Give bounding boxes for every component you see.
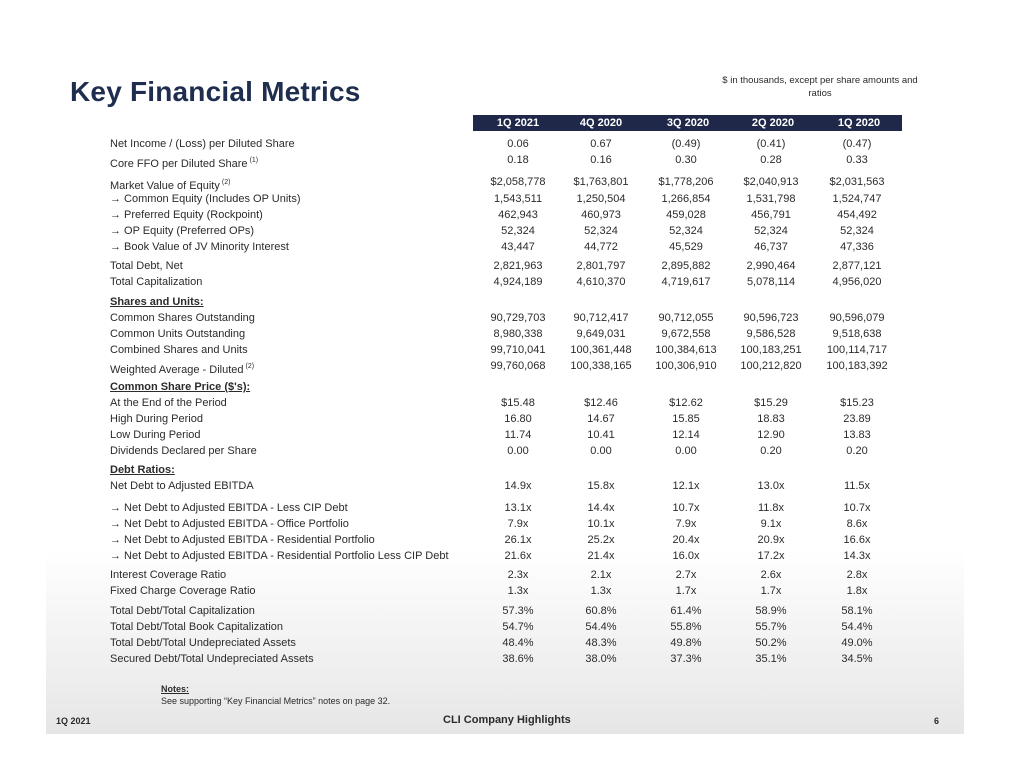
table-cell: $15.23 (840, 397, 874, 409)
table-cell: 100,338,165 (570, 360, 632, 372)
table-cell: 2.8x (846, 569, 868, 581)
table-cell: 2,895,882 (661, 260, 711, 272)
table-cell: $1,763,801 (573, 176, 629, 188)
row-label (110, 568, 226, 583)
row-label-text: Weighted Average - Diluted (110, 364, 244, 376)
row-label-text: → Net Debt to Adjusted EBITDA - Less CIP Debt (110, 502, 348, 514)
table-cell: 49.0% (841, 637, 873, 649)
table-cell: 1,266,854 (661, 193, 711, 205)
period-header-1q-2021: 1Q 2021 (496, 117, 540, 129)
table-cell: 47,336 (840, 241, 874, 253)
table-cell: 0.28 (760, 154, 782, 166)
table-cell: 8.6x (846, 518, 868, 530)
row-label (110, 327, 245, 342)
table-row (110, 275, 910, 290)
table-cell: 9,649,031 (576, 328, 626, 340)
period-header-bar (473, 115, 902, 131)
table-row (110, 192, 910, 207)
table-row (110, 359, 910, 374)
table-cell: 100,306,910 (655, 360, 717, 372)
table-row (110, 604, 910, 619)
table-cell: 454,492 (837, 209, 877, 221)
period-header-1q-2020: 1Q 2020 (837, 117, 881, 129)
row-label-text: → OP Equity (Preferred OPs) (110, 225, 255, 237)
row-label (110, 501, 348, 516)
table-cell: 9,672,558 (661, 328, 711, 340)
row-label (110, 137, 295, 152)
table-cell: 90,596,079 (829, 312, 885, 324)
table-cell: 54.7% (502, 621, 534, 633)
table-cell: 99,760,068 (490, 360, 546, 372)
table-cell: 0.00 (590, 445, 612, 457)
table-cell: 1,543,511 (493, 193, 543, 205)
table-cell: 100,114,717 (826, 344, 888, 356)
table-cell: 2.1x (590, 569, 612, 581)
row-label-text: → Net Debt to Adjusted EBITDA - Residential Portfolio Less CIP Debt (110, 550, 449, 562)
row-label (110, 444, 257, 459)
table-cell: 21.6x (504, 550, 532, 562)
table-cell: 1,250,504 (576, 193, 626, 205)
table-cell: 90,596,723 (743, 312, 799, 324)
table-cell: 9.1x (760, 518, 782, 530)
table-cell: 49.8% (670, 637, 702, 649)
table-cell: 7.9x (507, 518, 529, 530)
table-cell: 1.3x (507, 585, 529, 597)
table-row (110, 428, 910, 443)
row-label (110, 396, 227, 411)
table-cell: 1,531,798 (746, 193, 796, 205)
row-label (110, 652, 314, 667)
table-row (110, 412, 910, 427)
row-label-text: Total Debt/Total Capitalization (110, 605, 255, 617)
row-label (110, 584, 256, 599)
table-cell: 456,791 (751, 209, 791, 221)
table-cell: 57.3% (502, 605, 534, 617)
table-row (110, 343, 910, 358)
table-cell: 1.8x (846, 585, 868, 597)
table-cell: 52,324 (669, 225, 703, 237)
table-row (110, 444, 910, 459)
table-cell: 2,877,121 (832, 260, 882, 272)
table-cell: 18.83 (757, 413, 785, 425)
table-cell: 38.0% (585, 653, 617, 665)
table-cell: 61.4% (670, 605, 702, 617)
table-cell: 16.6x (843, 534, 871, 546)
section-heading (110, 380, 250, 395)
table-cell: 34.5% (841, 653, 873, 665)
footer-period: 1Q 2021 (56, 716, 91, 726)
row-label (110, 549, 449, 564)
table-cell: 54.4% (841, 621, 873, 633)
row-label (110, 412, 203, 427)
table-row (110, 380, 910, 395)
row-label-text: Combined Shares and Units (110, 344, 248, 356)
table-cell: 0.16 (590, 154, 612, 166)
row-label-text: Total Capitalization (110, 276, 203, 288)
table-cell: 45,529 (669, 241, 703, 253)
row-label-text: At the End of the Period (110, 397, 227, 409)
table-cell: $2,058,778 (490, 176, 546, 188)
table-cell: $2,040,913 (743, 176, 799, 188)
row-label (110, 479, 254, 494)
table-cell: 52,324 (754, 225, 788, 237)
page-number: 6 (934, 716, 940, 726)
table-cell: 0.30 (675, 154, 697, 166)
row-label-text: Shares and Units: (110, 296, 204, 308)
table-cell: 0.20 (846, 445, 868, 457)
table-row (110, 549, 910, 564)
table-cell: 11.74 (504, 429, 532, 441)
table-row (110, 153, 910, 168)
table-row (110, 479, 910, 494)
table-row (110, 463, 910, 478)
period-header-4q-2020: 4Q 2020 (579, 117, 623, 129)
table-cell: 20.9x (757, 534, 785, 546)
table-cell: 0.67 (590, 138, 612, 150)
table-cell: 11.8x (757, 502, 785, 514)
table-cell: 13.0x (757, 480, 785, 492)
table-cell: 2,821,963 (493, 260, 543, 272)
table-row (110, 175, 910, 190)
table-row (110, 396, 910, 411)
table-cell: 44,772 (584, 241, 618, 253)
table-cell: 10.41 (587, 429, 615, 441)
table-row (110, 620, 910, 635)
row-label (110, 259, 183, 274)
table-cell: $12.46 (584, 397, 618, 409)
row-label (110, 343, 248, 358)
section-heading (110, 463, 175, 478)
table-row (110, 568, 910, 583)
table-cell: 10.1x (587, 518, 615, 530)
row-label-text: Secured Debt/Total Undepreciated Assets (110, 653, 314, 665)
table-cell: 99,710,041 (490, 344, 546, 356)
table-cell: 48.4% (502, 637, 534, 649)
table-cell: 0.20 (760, 445, 782, 457)
period-header-2q-2020: 2Q 2020 (751, 117, 795, 129)
table-cell: 9,518,638 (832, 328, 882, 340)
row-label-text: → Common Equity (Includes OP Units) (110, 193, 301, 205)
table-cell: $1,778,206 (658, 176, 714, 188)
table-cell: 4,956,020 (832, 276, 882, 288)
table-cell: 0.00 (507, 445, 529, 457)
footnote-marker: (2) (245, 363, 255, 370)
table-cell: 462,943 (498, 209, 538, 221)
table-cell: 1.7x (760, 585, 782, 597)
table-cell: 43,447 (501, 241, 535, 253)
row-label-text: Common Units Outstanding (110, 328, 246, 340)
units-note: $ in thousands, except per share amounts and ratios (722, 75, 918, 99)
row-label-text: Core FFO per Diluted Share (110, 158, 248, 170)
row-label-text: → Book Value of JV Minority Interest (110, 241, 289, 253)
table-cell: 459,028 (666, 209, 706, 221)
table-cell: (0.47) (842, 138, 872, 150)
table-row (110, 327, 910, 342)
table-cell: 16.80 (504, 413, 532, 425)
row-label (110, 517, 349, 532)
row-label (110, 224, 254, 239)
table-cell: 2,801,797 (576, 260, 626, 272)
table-cell: 100,361,448 (570, 344, 632, 356)
table-cell: 14.4x (587, 502, 615, 514)
table-row (110, 240, 910, 255)
table-cell: 12.1x (672, 480, 700, 492)
table-cell: 7.9x (675, 518, 697, 530)
table-row (110, 501, 910, 516)
row-label-text: Low During Period (110, 429, 201, 441)
row-label (110, 620, 283, 635)
table-cell: 20.4x (672, 534, 700, 546)
table-cell: 14.9x (504, 480, 532, 492)
row-label-text: Market Value of Equity (110, 180, 220, 192)
row-label-text: Total Debt, Net (110, 260, 183, 272)
table-cell: 100,183,392 (826, 360, 888, 372)
row-label-text: Total Debt/Total Undepreciated Assets (110, 637, 296, 649)
table-cell: 4,610,370 (576, 276, 626, 288)
row-label (110, 428, 201, 443)
row-label (110, 153, 258, 172)
table-cell: $2,031,563 (829, 176, 885, 188)
table-row (110, 636, 910, 651)
table-row (110, 137, 910, 152)
notes-text: See supporting “Key Financial Metrics” notes on page 32. (161, 696, 391, 706)
table-cell: 100,212,820 (740, 360, 802, 372)
row-label-text: → Preferred Equity (Rockpoint) (110, 209, 263, 221)
table-cell: 2.7x (675, 569, 697, 581)
table-row (110, 584, 910, 599)
row-label-text: Debt Ratios: (110, 464, 175, 476)
table-row (110, 311, 910, 326)
table-cell: 5,078,114 (746, 276, 796, 288)
table-cell: 52,324 (840, 225, 874, 237)
table-cell: 10.7x (672, 502, 700, 514)
table-cell: 460,973 (581, 209, 621, 221)
table-cell: 52,324 (501, 225, 535, 237)
table-row (110, 517, 910, 532)
table-cell: 15.8x (587, 480, 615, 492)
row-label (110, 604, 255, 619)
table-row (110, 259, 910, 274)
period-header-3q-2020: 3Q 2020 (666, 117, 710, 129)
row-label-text: High During Period (110, 413, 203, 425)
table-cell: 9,586,528 (746, 328, 796, 340)
table-cell: 13.1x (504, 502, 532, 514)
row-label (110, 636, 296, 651)
table-cell: $15.29 (754, 397, 788, 409)
table-cell: 13.83 (843, 429, 871, 441)
footnote-marker: (2) (221, 179, 231, 186)
table-cell: 17.2x (757, 550, 785, 562)
row-label-text: Total Debt/Total Book Capitalization (110, 621, 284, 633)
row-label-text: Interest Coverage Ratio (110, 569, 227, 581)
table-cell: 12.90 (757, 429, 785, 441)
row-label (110, 275, 202, 290)
table-row (110, 208, 910, 223)
table-cell: 11.5x (843, 480, 871, 492)
table-cell: 90,712,417 (573, 312, 629, 324)
notes-block (161, 683, 390, 707)
notes-title: Notes: (161, 684, 190, 694)
table-row (110, 652, 910, 667)
table-cell: 0.00 (675, 445, 697, 457)
row-label-text: Dividends Declared per Share (110, 445, 257, 457)
table-cell: 37.3% (670, 653, 702, 665)
row-label (110, 192, 301, 207)
table-cell: 1.3x (590, 585, 612, 597)
table-cell: 4,719,617 (661, 276, 711, 288)
table-cell: 0.18 (507, 154, 529, 166)
table-cell: 14.67 (587, 413, 615, 425)
row-label-text: Fixed Charge Coverage Ratio (110, 585, 256, 597)
table-cell: 58.1% (841, 605, 873, 617)
row-label (110, 240, 289, 255)
table-cell: 55.8% (670, 621, 702, 633)
table-cell: 2.3x (507, 569, 529, 581)
table-cell: 55.7% (755, 621, 787, 633)
table-cell: 50.2% (755, 637, 787, 649)
table-cell: 4,924,189 (493, 276, 543, 288)
table-cell: 90,712,055 (658, 312, 714, 324)
table-cell: 35.1% (755, 653, 787, 665)
row-label-text: Common Shares Outstanding (110, 312, 255, 324)
table-cell: 1,524,747 (832, 193, 882, 205)
table-cell: 54.4% (585, 621, 617, 633)
row-label (110, 311, 255, 326)
footnote-marker: (1) (249, 157, 259, 164)
table-cell: $12.62 (669, 397, 703, 409)
table-row (110, 533, 910, 548)
table-cell: 1.7x (675, 585, 697, 597)
table-cell: 21.4x (587, 550, 615, 562)
table-cell: 25.2x (587, 534, 615, 546)
row-label (110, 208, 263, 223)
table-cell: $15.48 (501, 397, 535, 409)
table-cell: 26.1x (504, 534, 532, 546)
row-label (110, 359, 254, 378)
row-label (110, 533, 375, 548)
table-cell: 100,384,613 (655, 344, 717, 356)
row-label-text: → Net Debt to Adjusted EBITDA - Residential Portfolio (110, 534, 375, 546)
footer-title: CLI Company Highlights (443, 714, 571, 726)
row-label-text: Net Income / (Loss) per Diluted Share (110, 138, 295, 150)
row-label-text: → Net Debt to Adjusted EBITDA - Office Portfolio (110, 518, 349, 530)
table-cell: 15.85 (672, 413, 700, 425)
row-label-text: Net Debt to Adjusted EBITDA (110, 480, 254, 492)
table-cell: 2.6x (760, 569, 782, 581)
table-row (110, 295, 910, 310)
table-cell: 52,324 (584, 225, 618, 237)
table-cell: 58.9% (755, 605, 787, 617)
row-label-text: Common Share Price ($'s): (110, 381, 251, 393)
table-cell: 90,729,703 (490, 312, 546, 324)
table-cell: 48.3% (585, 637, 617, 649)
table-cell: 0.06 (507, 138, 529, 150)
table-cell: (0.49) (671, 138, 701, 150)
page-title: Key Financial Metrics (70, 76, 361, 107)
table-cell: 100,183,251 (740, 344, 802, 356)
table-cell: 46,737 (754, 241, 788, 253)
table-cell: 23.89 (843, 413, 871, 425)
section-heading (110, 295, 204, 310)
table-cell: 8,980,338 (493, 328, 543, 340)
table-cell: 16.0x (672, 550, 700, 562)
table-cell: 14.3x (843, 550, 871, 562)
table-cell: 2,990,464 (746, 260, 796, 272)
table-cell: 10.7x (843, 502, 871, 514)
table-cell: 60.8% (585, 605, 617, 617)
table-cell: (0.41) (756, 138, 786, 150)
table-cell: 38.6% (502, 653, 534, 665)
table-cell: 12.14 (672, 429, 700, 441)
table-row (110, 224, 910, 239)
table-cell: 0.33 (846, 154, 868, 166)
